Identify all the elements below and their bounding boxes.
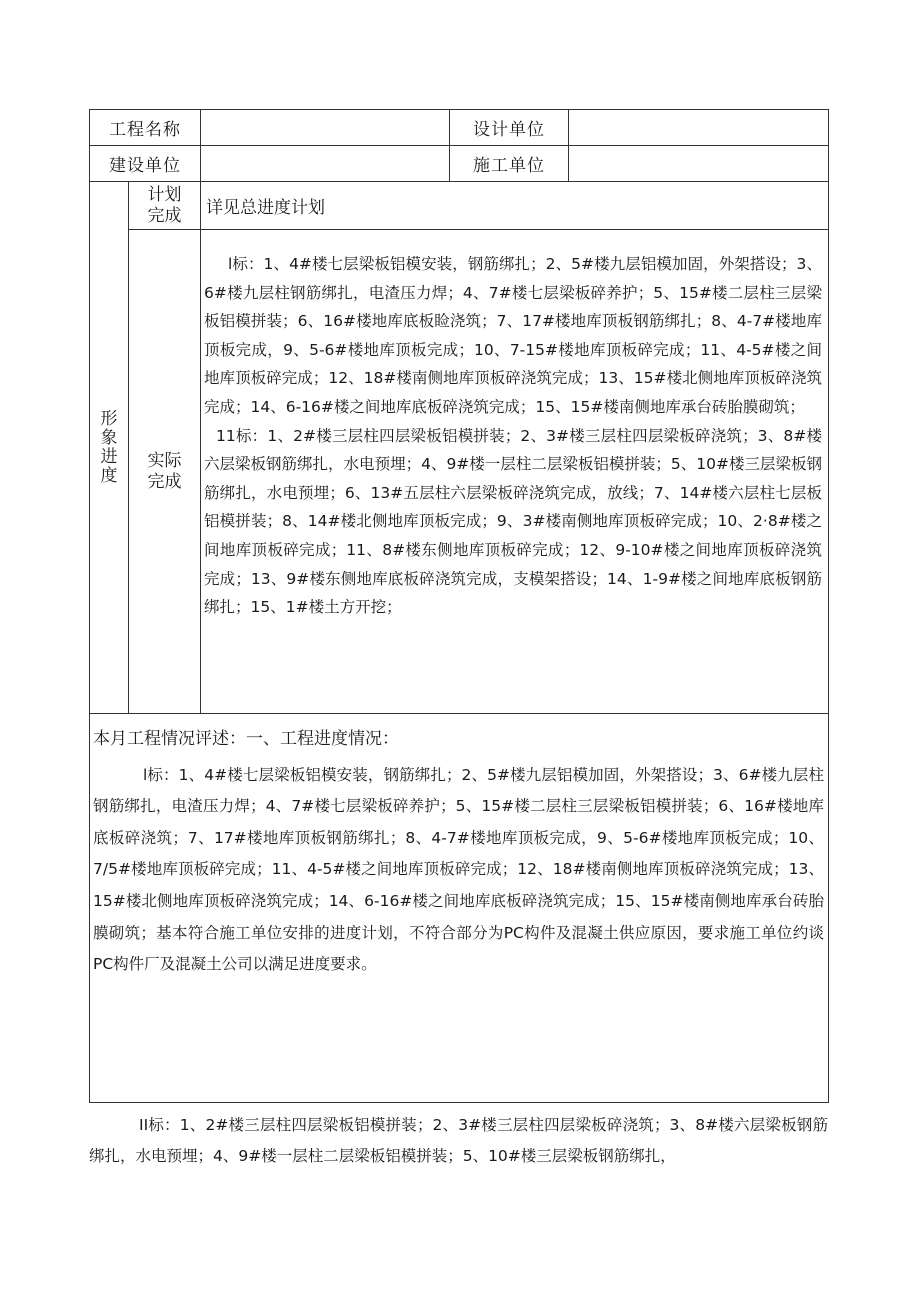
row-owner (90, 146, 829, 182)
plan-value: 详见总进度计划 (201, 182, 829, 230)
continuation-text: II标：1、2#楼三层柱四层梁板铝模拼装；2、3#楼三层柱四层梁板碎浇筑；3、8#楼六层梁板钢筋绑扎，水电预埋；4、9#楼一层柱二层梁板铝模拼装；5、10#楼三层梁板钢筋绑扎， (89, 1116, 828, 1165)
actual-section-2: 11标：1、2#楼三层柱四层梁板铝模拼装；2、3#楼三层柱四层梁板碎浇筑；3、8#楼六层梁板钢筋绑扎，水电预埋；4、9#楼一层柱二层梁板铝模拼装；5、10#楼三层梁板钢筋绑扎，水电预埋；6、13#五层柱六层梁板碎浇筑完成，放线；7、14#楼六层柱七层板铝模拼装；8、14#楼北侧地库顶板完成；9、3#楼南侧地库顶板碎完成；10、2·8#楼之间地库顶板碎完成；11、8#楼东侧地库顶板碎完成；12、9-10#楼之间地库顶板碎浇筑完成；13、9#楼东侧地库底板碎浇筑完成，支模架搭设；14、1-9#楼之间地库底板钢筋绑扎；15、1#楼土方开挖； (204, 426, 822, 617)
project-name-value (201, 110, 450, 146)
row-actual (90, 230, 829, 714)
summary-heading: 本月工程情况评述：一、工程进度情况： (93, 729, 399, 749)
contractor-value (569, 146, 829, 182)
design-unit-value (569, 110, 829, 146)
plan-label: 计划 完成 (129, 182, 201, 230)
row-summary (90, 714, 829, 1103)
construction-owner-label: 建设单位 (90, 146, 201, 182)
monthly-summary (90, 714, 829, 1103)
project-name-label: 工程名称 (90, 110, 201, 146)
progress-report-table (89, 109, 829, 1103)
progress-label: 形 象 进 度 (90, 182, 129, 714)
design-unit-label: 设计单位 (450, 110, 569, 146)
summary-body: l标：1、4#楼七层梁板铝模安装，钢筋绑扎；2、5#楼九层铝模加固，外架搭设；3、6#楼九层柱钢筋绑扎，电渣压力焊；4、7#楼七层梁板碎养护；5、15#楼二层柱三层梁板铝模拼装；6、16#楼地库底板碎浇筑；7、17#楼地库顶板钢筋绑扎；8、4-7#楼地库顶板完成，9、5-6#楼地库顶板完成；10、7/5#楼地库顶板碎完成；11、4-5#楼之间地库顶板碎完成；12、18#楼南侧地库顶板碎浇筑完成；13、15#楼北侧地库顶板碎浇筑完成；14、6-16#楼之间地库底板碎浇筑完成；15、15#楼南侧地库承台砖胎膜砌筑；基本符合施工单位安排的进度计划，不符合部分为PC构件及混凝土供应原因，要求施工单位约谈PC构件厂及混凝土公司以满足进度要求。 (93, 765, 824, 974)
construction-owner-value (201, 146, 450, 182)
contractor-label: 施工单位 (450, 146, 569, 182)
row-project (90, 110, 829, 146)
actual-content (201, 230, 829, 714)
actual-label: 实际 完成 (129, 230, 201, 714)
row-plan (90, 182, 829, 230)
actual-section-1: l标：1、4#楼七层梁板铝模安装，钢筋绑扎；2、5#楼九层铝模加固，外架搭设；3、6#楼九层柱钢筋绑扎，电渣压力焊；4、7#楼七层梁板碎养护；5、15#楼二层柱三层梁板铝模拼装；6、16#楼地库底板睑浇筑；7、17#楼地库顶板钢筋绑扎；8、4-7#楼地库顶板完成，9、5-6#楼地库顶板完成；10、7-15#楼地库顶板碎完成；11、4-5#楼之间地库顶板碎完成；12、18#楼南侧地库顶板碎浇筑完成；13、15#楼北侧地库顶板碎浇筑完成；14、6-16#楼之间地库底板碎浇筑完成；15、15#楼南侧地库承台砖胎膜砌筑； (204, 255, 822, 416)
